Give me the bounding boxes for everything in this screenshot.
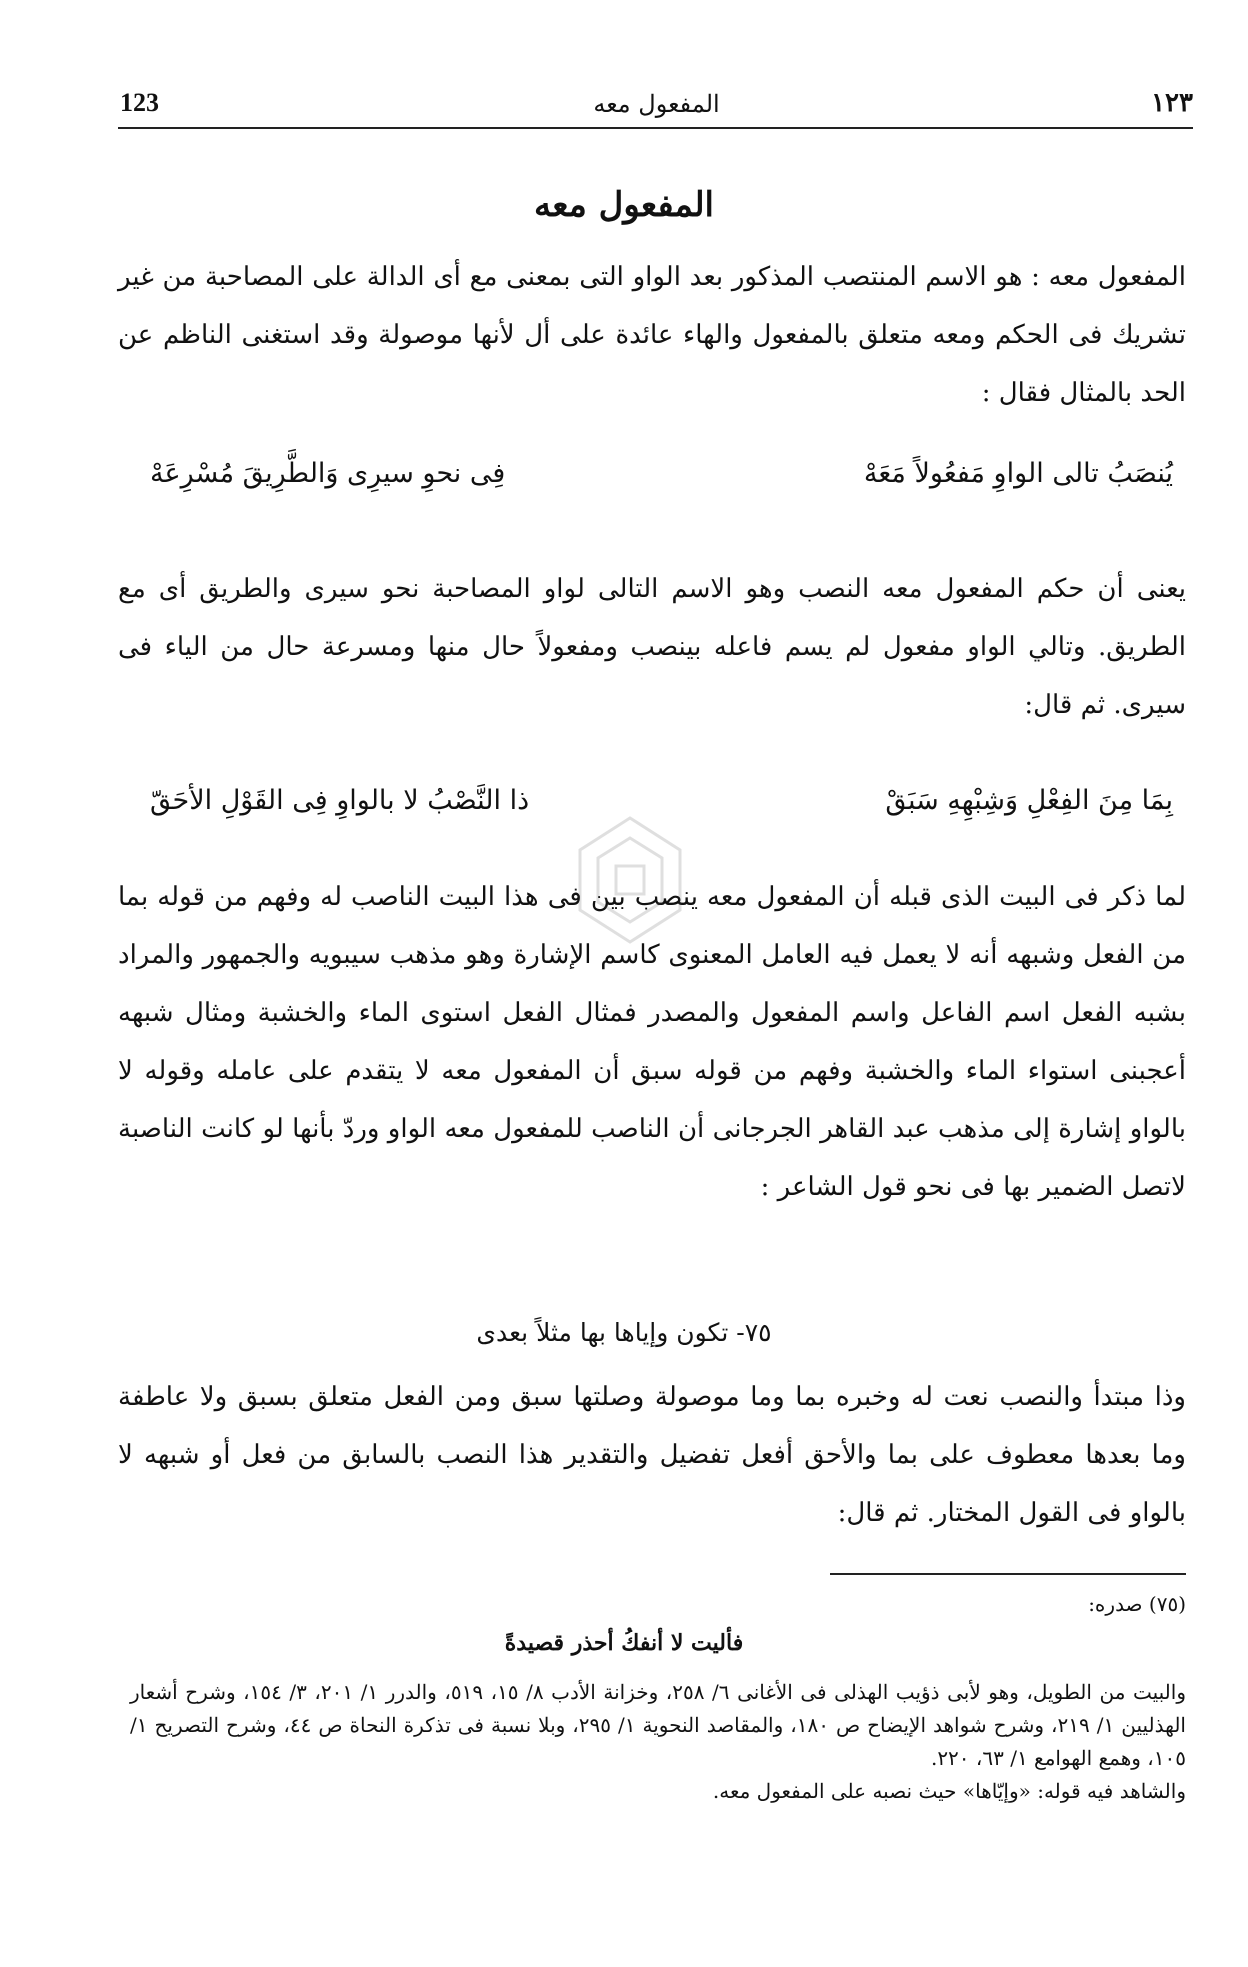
footnote-head: (٧٥) صدره:	[1088, 1592, 1186, 1616]
verse-right-hemistich: يُنصَبُ تالى الواوِ مَفعُولاً مَعَهْ	[863, 458, 1173, 489]
footnote-sources: والبيت من الطويل، وهو لأبى ذؤيب الهذلى فى الأغانى ٦/ ٢٥٨، وخزانة الأدب ٨/ ١٥، ٥١٩، والدرر ١/ ٢٠١، ٣/ ١٥٤، وشرح أشعار الهذليين ١/ ٢١٩، وشرح شواهد الإيضاح ص ١٨٠، والمقاصد النحوية ١/ ٢٩٥، وبلا نسبة فى تذكرة النحاة ص ٤٤، وشرح التصريح ١/ ١٠٥، وهمع الهوامع ١/ ٦٣، ٢٢٠.	[130, 1680, 1186, 1770]
paragraph-definition	[118, 248, 1186, 422]
verse-left-hemistich: ذا النَّصْبُ لا بالواوِ فِى القَوْلِ الأحَقّ	[150, 785, 530, 816]
paragraph-explanation	[118, 560, 1186, 734]
paragraph-text: يعنى أن حكم المفعول معه النصب وهو الاسم التالى لواو المصاحبة نحو سيرى والطريق أى مع الطريق. وتالي الواو مفعول لم يسم فاعله بينصب ومفعولاً حال منها ومسرعة حال من الياء فى سيرى. ثم قال:	[118, 574, 1186, 720]
verse-line-1	[150, 458, 1173, 502]
library-seal-watermark	[560, 810, 700, 950]
footnote-verse: فأليت لا أنفكُ أحذر قصيدةً	[504, 1630, 744, 1656]
paragraph-analysis	[118, 1368, 1186, 1542]
footnote-rule	[830, 1573, 1186, 1575]
chapter-title: المفعول معه	[533, 185, 714, 225]
running-title: المفعول معه	[593, 90, 720, 118]
footnote-body	[130, 1676, 1186, 1808]
footnote-shahid: والشاهد فيه قوله: «وإيّاها» حيث نصبه على المفعول معه.	[712, 1779, 1186, 1803]
verse-left-hemistich: فِى نحوِ سيرِى وَالطَّرِيقَ مُسْرِعَهْ	[150, 458, 506, 489]
quoted-verse: ٧٥- تكون وإياها بها مثلاً بعدى	[476, 1318, 772, 1347]
header-rule	[118, 127, 1193, 129]
page-number-latin: 123	[120, 88, 159, 117]
paragraph-text: وذا مبتدأ والنصب نعت له وخبره بما وما موصولة وصلتها سبق ومن الفعل متعلق بسبق ولا عاطفة وما بعدها معطوف على بما والأحق أفعل تفضيل والتقدير هذا النصب بالسابق من فعل أو شبهه لا بالواو فى القول المختار. ثم قال:	[118, 1382, 1186, 1528]
paragraph-text: لما ذكر فى البيت الذى قبله أن المفعول معه ينصب بين فى هذا البيت الناصب له وفهم من قوله بما من الفعل وشبهه أنه لا يعمل فيه العامل المعنوى كاسم الإشارة وهو مذهب سيبويه والجمهور والمراد بشبه الفعل اسم الفاعل واسم المفعول والمصدر فمثال الفعل استوى الماء والخشبة ومثال شبهه أعجبنى استواء الماء والخشبة وفهم من قوله سبق أن المفعول معه لا يتقدم على عامله وقوله لا بالواو إشارة إلى مذهب عبد القاهر الجرجانى أن الناصب للمفعول معه الواو وردّ بأنها لو كانت الناصبة لاتصل الضمير بها فى نحو قول الشاعر :	[118, 882, 1186, 1202]
page-number-arabic: ١٢٣	[1151, 88, 1193, 118]
paragraph-text: المفعول معه : هو الاسم المنتصب المذكور بعد الواو التى بمعنى مع أى الدالة على المصاحبة من غير تشريك فى الحكم ومعه متعلق بالمفعول والهاء عائدة على أل لأنها موصولة وقد استغنى الناظم عن الحد بالمثال فقال :	[118, 262, 1186, 408]
page-header	[120, 88, 1193, 130]
verse-right-hemistich: بِمَا مِنَ الفِعْلِ وَشِبْهِهِ سَبَقْ	[885, 785, 1173, 816]
